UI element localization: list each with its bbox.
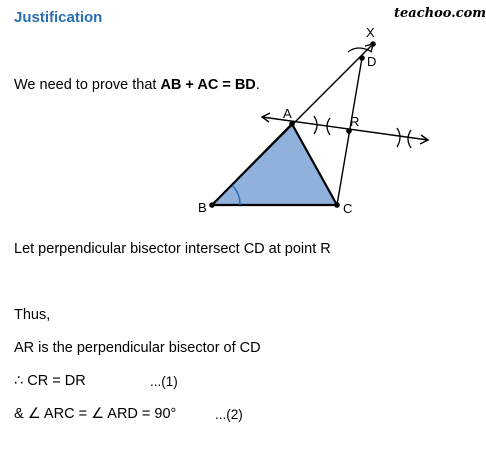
label-x: X <box>366 25 375 40</box>
prove-equation: AB + AC = BD <box>160 77 256 93</box>
point-b <box>209 202 215 208</box>
triangle-abc <box>212 124 337 205</box>
point-d <box>359 55 365 61</box>
bisector-statement: AR is the perpendicular bisector of CD <box>14 340 261 356</box>
construction-arc-3 <box>397 128 400 147</box>
section-heading: Justification <box>14 9 103 26</box>
construction-arc-4 <box>408 130 411 148</box>
equation-2-number: ...(2) <box>215 407 243 422</box>
label-b: B <box>198 200 207 215</box>
point-a <box>289 121 295 127</box>
label-d: D <box>367 54 377 69</box>
equation-1: ∴ CR = DR <box>14 373 86 389</box>
label-c: C <box>343 201 353 216</box>
brand-logo: teachoo.com <box>394 6 486 21</box>
prove-prefix: We need to prove that <box>14 77 161 93</box>
thus-text: Thus, <box>14 307 51 323</box>
point-x <box>370 41 376 47</box>
point-r <box>346 128 352 134</box>
label-a: A <box>283 106 292 121</box>
label-r: R <box>350 114 360 129</box>
prove-suffix: . <box>255 77 260 93</box>
equation-2: & ∠ ARC = ∠ ARD = 90° <box>14 406 177 422</box>
intersect-statement: Let perpendicular bisector intersect CD at point R <box>14 241 331 257</box>
point-c <box>334 202 340 208</box>
equation-1-number: ...(1) <box>150 374 178 389</box>
